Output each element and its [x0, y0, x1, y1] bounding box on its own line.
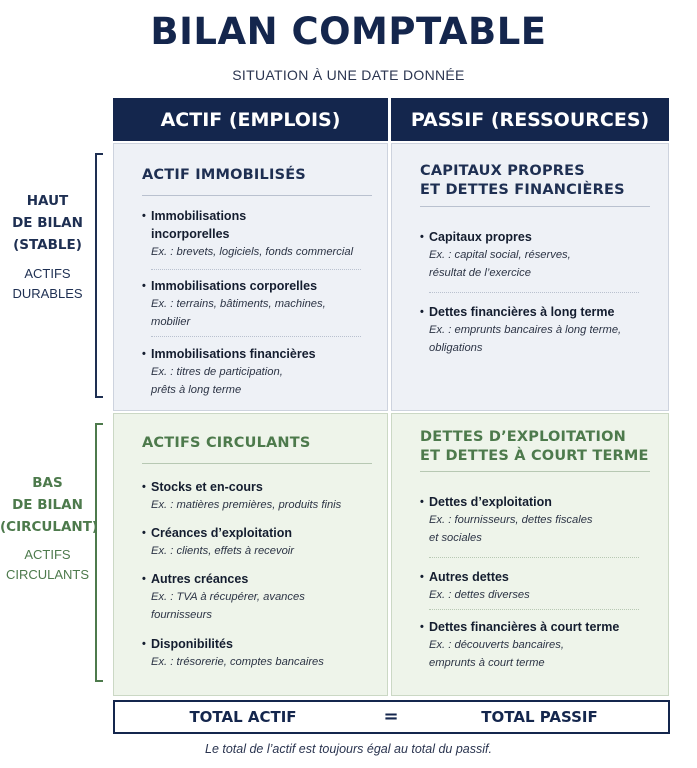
page-subtitle: SITUATION À UNE DATE DONNÉE	[232, 67, 465, 83]
dettes-title-line1: DETTES D’EXPLOITATION	[420, 429, 626, 445]
item-name: • Immobilisations corporelles	[142, 277, 378, 295]
side-bottom-line1: BAS	[32, 475, 63, 491]
item-example-cont: mobilier	[151, 316, 191, 328]
item-example-cont: et sociales	[429, 532, 482, 544]
item-name: • Dettes d’exploitation	[420, 493, 656, 511]
side-top-sub1: ACTIFS	[24, 266, 71, 281]
side-bottom-sub1: ACTIFS	[24, 547, 71, 562]
actif-immobilise-cell	[113, 143, 388, 411]
item-name: • Dettes financières à court terme	[420, 618, 656, 636]
side-top-line2: DE BILAN	[12, 215, 83, 231]
footnote: Le total de l’actif est toujours égal au total du passif.	[205, 742, 492, 756]
haut-de-bilan-bracket	[95, 153, 103, 398]
list-item	[420, 303, 656, 357]
item-example: Ex. : fournisseurs, dettes fiscales	[429, 514, 593, 526]
list-item	[142, 478, 378, 514]
item-example: Ex. : emprunts bancaires à long terme,	[429, 324, 622, 336]
divider	[142, 463, 372, 464]
item-name: • Autres créances	[142, 570, 378, 588]
side-top-line1: HAUT	[26, 193, 69, 209]
list-item	[142, 524, 378, 560]
actifs-circulants-cell	[113, 413, 388, 696]
list-item	[420, 618, 656, 672]
item-example: Ex. : trésorerie, comptes bancaires	[151, 656, 324, 668]
item-example: Ex. : matières premières, produits finis	[151, 499, 342, 511]
dettes-title-line2: ET DETTES À COURT TERME	[420, 448, 649, 464]
divider	[420, 206, 650, 207]
actifs-circulants-title: ACTIFS CIRCULANTS	[142, 435, 311, 451]
side-label-haut	[0, 190, 95, 256]
dettes-exploitation-cell	[391, 413, 669, 696]
item-name: • Créances d’exploitation	[142, 524, 378, 542]
list-item	[142, 277, 378, 331]
item-name: • Autres dettes	[420, 568, 656, 586]
total-passif-label: TOTAL PASSIF	[481, 708, 598, 726]
item-example-cont: obligations	[429, 342, 483, 354]
equals-sign: =	[383, 706, 399, 727]
dettes-title	[420, 428, 649, 466]
capitaux-title	[420, 162, 625, 200]
item-name: • Stocks et en-cours	[142, 478, 378, 496]
item-example: Ex. : clients, effets à recevoir	[151, 545, 295, 557]
side-bottom-line2: DE BILAN	[12, 497, 83, 513]
item-example: Ex. : brevets, logiciels, fonds commercial	[151, 246, 354, 258]
item-name: • Immobilisations financières	[142, 345, 378, 363]
side-sub-bas	[0, 545, 95, 585]
side-label-bas	[0, 472, 99, 538]
bas-de-bilan-bracket	[95, 423, 103, 682]
capitaux-propres-cell	[391, 143, 669, 411]
item-example: Ex. : TVA à récupérer, avances	[151, 591, 305, 603]
actif-immobilise-title: ACTIF IMMOBILISÉS	[142, 167, 306, 183]
item-example: Ex. : capital social, réserves,	[429, 249, 571, 261]
item-example: Ex. : découverts bancaires,	[429, 639, 564, 651]
item-example-cont: fournisseurs	[151, 609, 212, 621]
list-item	[142, 570, 378, 624]
divider	[429, 292, 639, 293]
item-example: Ex. : terrains, bâtiments, machines,	[151, 298, 326, 310]
divider	[429, 609, 639, 610]
total-actif-label: TOTAL ACTIF	[189, 708, 297, 726]
list-item	[420, 493, 656, 547]
divider	[151, 269, 361, 270]
side-top-sub2: DURABLES	[12, 286, 83, 301]
side-bottom-sub2: CIRCULANTS	[5, 567, 90, 582]
list-item	[142, 635, 378, 671]
side-sub-haut	[0, 264, 95, 304]
capitaux-title-line2: ET DETTES FINANCIÈRES	[420, 182, 625, 198]
side-top-line3: (STABLE)	[13, 237, 82, 253]
list-item	[420, 568, 656, 604]
item-example-cont: résultat de l’exercice	[429, 267, 531, 279]
divider	[429, 557, 639, 558]
item-name: • Immobilisations	[142, 207, 378, 225]
list-item	[142, 207, 378, 261]
item-name: • Disponibilités	[142, 635, 378, 653]
list-item	[142, 345, 378, 399]
divider	[420, 471, 650, 472]
divider	[142, 195, 372, 196]
passif-column-header: PASSIF (RESSOURCES)	[391, 98, 669, 141]
actif-column-header: ACTIF (EMPLOIS)	[113, 98, 388, 141]
item-example: Ex. : dettes diverses	[429, 589, 530, 601]
item-name: • Dettes financières à long terme	[420, 303, 656, 321]
side-bottom-line3: (CIRCULANT)	[0, 519, 99, 535]
list-item	[420, 228, 656, 282]
divider	[151, 336, 361, 337]
item-name-cont: incorporelles	[151, 227, 230, 241]
page-title: BILAN COMPTABLE	[150, 10, 547, 53]
item-example: Ex. : titres de participation,	[151, 366, 283, 378]
item-name: • Capitaux propres	[420, 228, 656, 246]
item-example-cont: emprunts à court terme	[429, 657, 545, 669]
total-equation-box	[113, 700, 670, 734]
item-example-cont: prêts à long terme	[151, 384, 242, 396]
capitaux-title-line1: CAPITAUX PROPRES	[420, 163, 585, 179]
